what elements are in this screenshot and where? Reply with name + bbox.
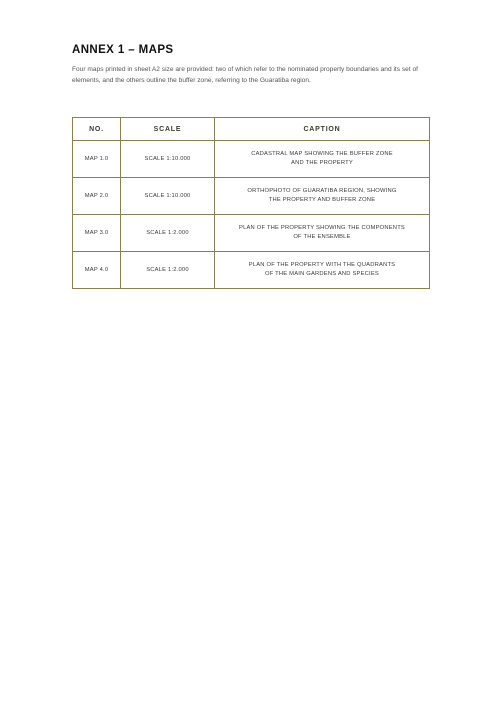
- map-caption: [215, 141, 430, 178]
- map-caption-line: THE PROPERTY AND BUFFER ZONE: [268, 197, 376, 203]
- map-caption: [215, 215, 430, 252]
- map-caption-line: CADASTRAL MAP SHOWING THE BUFFER ZONE: [251, 151, 393, 157]
- map-caption-line: ORTHOPHOTO OF GUARATIBA REGION, SHOWING: [247, 188, 397, 194]
- map-scale: SCALE 1:10.000: [121, 141, 215, 178]
- table-row: [73, 215, 430, 252]
- map-scale: SCALE 1:10.000: [121, 178, 215, 215]
- header-scale: SCALE: [121, 118, 215, 141]
- map-number: MAP 1.0: [73, 141, 121, 178]
- map-number: MAP 3.0: [73, 215, 121, 252]
- table-row: [73, 252, 430, 289]
- map-caption-line: PLAN OF THE PROPERTY WITH THE QUADRANTS: [248, 262, 396, 268]
- maps-table: [72, 117, 430, 289]
- annex-intro-paragraph: Four maps printed in sheet A2 size are provided: two of which refer to the nominated property boundaries and its set of elements, and the others outline the buffer zone, referring to the Guaratiba region.: [72, 66, 418, 84]
- map-caption-line: OF THE ENSEMBLE: [293, 234, 351, 240]
- map-scale: SCALE 1:2.000: [121, 252, 215, 289]
- header-no: NO.: [73, 118, 121, 141]
- map-caption: [215, 178, 430, 215]
- map-caption-line: AND THE PROPERTY: [291, 160, 353, 166]
- table-row: [73, 141, 430, 178]
- map-number: MAP 2.0: [73, 178, 121, 215]
- map-caption: [215, 252, 430, 289]
- map-caption-line: OF THE MAIN GARDENS AND SPECIES: [265, 271, 379, 277]
- map-number: MAP 4.0: [73, 252, 121, 289]
- map-caption-line: PLAN OF THE PROPERTY SHOWING THE COMPONENTS: [239, 225, 405, 231]
- map-scale: SCALE 1:2.000: [121, 215, 215, 252]
- table-header-row: [73, 118, 430, 141]
- annex-title: ANNEX 1 – MAPS: [72, 44, 174, 56]
- header-caption: CAPTION: [215, 118, 430, 141]
- table-row: [73, 178, 430, 215]
